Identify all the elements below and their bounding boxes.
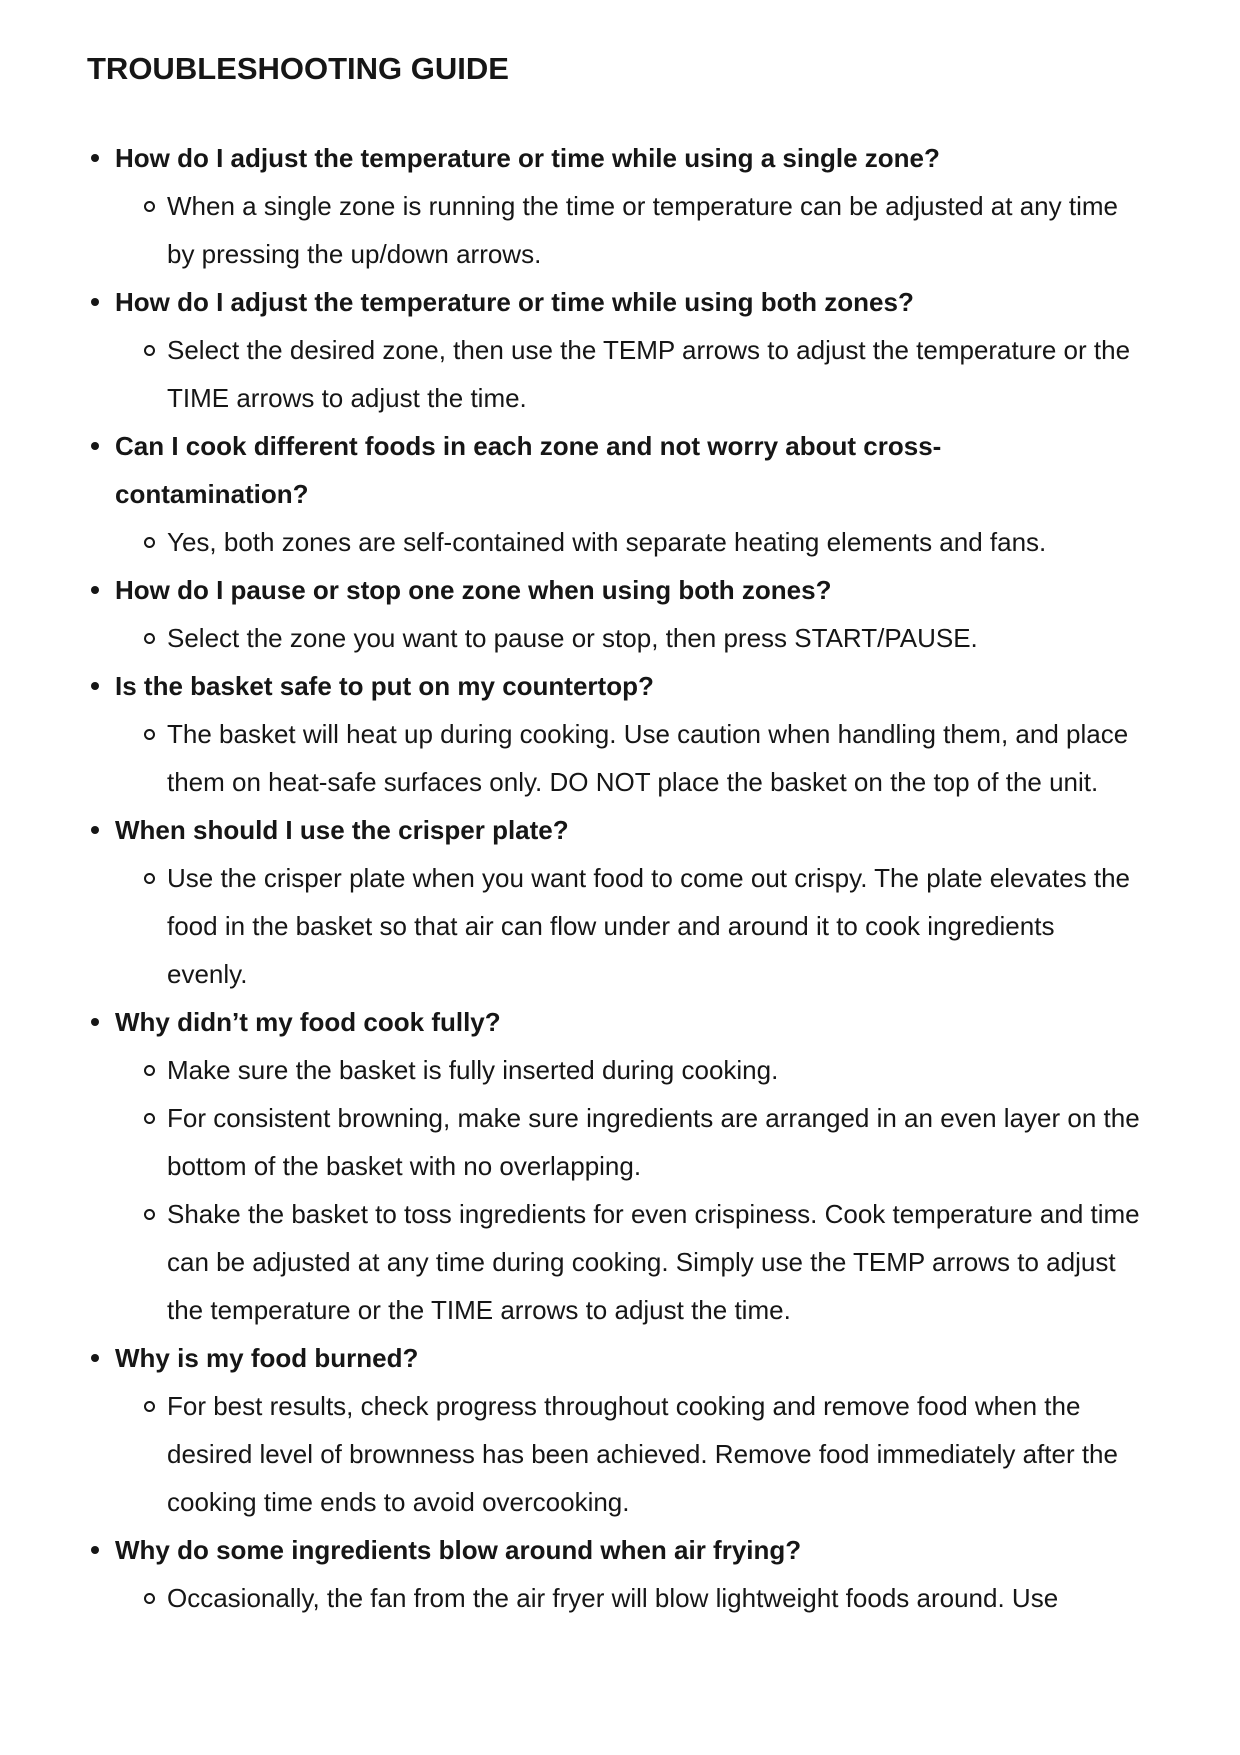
faq-answer — [0, 1574, 1142, 1622]
circle-bullet-icon — [144, 1401, 155, 1412]
bullet-icon — [91, 1354, 99, 1362]
answer-text: For best results, check progress throughout cooking and remove food when the desired level of brownness has been achieved. Remove food immediately after the cooking time ends to avoid overcooking. — [167, 1391, 1118, 1517]
circle-bullet-icon — [144, 537, 155, 548]
faq-question — [0, 1334, 1130, 1382]
bullet-icon — [91, 682, 99, 690]
circle-bullet-icon — [144, 345, 155, 356]
question-text: When should I use the crisper plate? — [115, 815, 569, 845]
faq-list — [0, 134, 1240, 1622]
faq-answer — [0, 518, 1142, 566]
faq-answer — [0, 1046, 1142, 1094]
question-text: How do I adjust the temperature or time while using a single zone? — [115, 143, 940, 173]
bullet-icon — [91, 1546, 99, 1554]
circle-bullet-icon — [144, 873, 155, 884]
faq-answer — [0, 1190, 1142, 1334]
answer-text: Occasionally, the fan from the air fryer will blow lightweight foods around. Use — [167, 1583, 1059, 1613]
question-text: Why didn’t my food cook fully? — [115, 1007, 501, 1037]
circle-bullet-icon — [144, 1209, 155, 1220]
answer-text: When a single zone is running the time or temperature can be adjusted at any time by pressing the up/down arrows. — [167, 191, 1118, 269]
question-text: How do I pause or stop one zone when using both zones? — [115, 575, 832, 605]
circle-bullet-icon — [144, 1593, 155, 1604]
faq-answer — [0, 326, 1142, 422]
faq-question — [0, 422, 1130, 518]
bullet-icon — [91, 1018, 99, 1026]
faq-question — [0, 1526, 1130, 1574]
answer-text: Make sure the basket is fully inserted during cooking. — [167, 1055, 779, 1085]
faq-answer — [0, 710, 1142, 806]
answer-text: Shake the basket to toss ingredients for even crispiness. Cook temperature and time can be adjusted at any time during cooking. Simply use the TEMP arrows to adjust the temperature or the TIME arrows to adjust the time. — [167, 1199, 1140, 1325]
circle-bullet-icon — [144, 1065, 155, 1076]
answer-text: Select the zone you want to pause or stop, then press START/PAUSE. — [167, 623, 978, 653]
bullet-icon — [91, 154, 99, 162]
faq-question — [0, 806, 1130, 854]
answer-text: Select the desired zone, then use the TEMP arrows to adjust the temperature or the TIME arrows to adjust the time. — [167, 335, 1131, 413]
question-text: Is the basket safe to put on my countertop? — [115, 671, 654, 701]
bullet-icon — [91, 298, 99, 306]
answer-text: The basket will heat up during cooking. Use caution when handling them, and place them on heat-safe surfaces only. DO NOT place the basket on the top of the unit. — [167, 719, 1129, 797]
answer-text: Yes, both zones are self-contained with separate heating elements and fans. — [167, 527, 1047, 557]
faq-question — [0, 998, 1130, 1046]
faq-question — [0, 566, 1130, 614]
faq-question — [0, 662, 1130, 710]
bullet-icon — [91, 586, 99, 594]
answer-text: For consistent browning, make sure ingredients are arranged in an even layer on the bottom of the basket with no overlapping. — [167, 1103, 1140, 1181]
circle-bullet-icon — [144, 201, 155, 212]
page-title: TROUBLESHOOTING GUIDE — [87, 51, 509, 86]
faq-answer — [0, 1094, 1142, 1190]
faq-answer — [0, 614, 1142, 662]
circle-bullet-icon — [144, 1113, 155, 1124]
question-text: Why is my food burned? — [115, 1343, 419, 1373]
question-text: Why do some ingredients blow around when air frying? — [115, 1535, 802, 1565]
question-text: How do I adjust the temperature or time while using both zones? — [115, 287, 914, 317]
faq-answer — [0, 854, 1142, 998]
faq-question — [0, 278, 1130, 326]
faq-question — [0, 134, 1130, 182]
faq-answer — [0, 182, 1142, 278]
answer-text: Use the crisper plate when you want food to come out crispy. The plate elevates the food in the basket so that air can flow under and around it to cook ingredients evenly. — [167, 863, 1131, 989]
circle-bullet-icon — [144, 633, 155, 644]
circle-bullet-icon — [144, 729, 155, 740]
faq-answer — [0, 1382, 1142, 1526]
bullet-icon — [91, 442, 99, 450]
question-text: Can I cook different foods in each zone and not worry about cross-contamination? — [115, 431, 942, 509]
bullet-icon — [91, 826, 99, 834]
